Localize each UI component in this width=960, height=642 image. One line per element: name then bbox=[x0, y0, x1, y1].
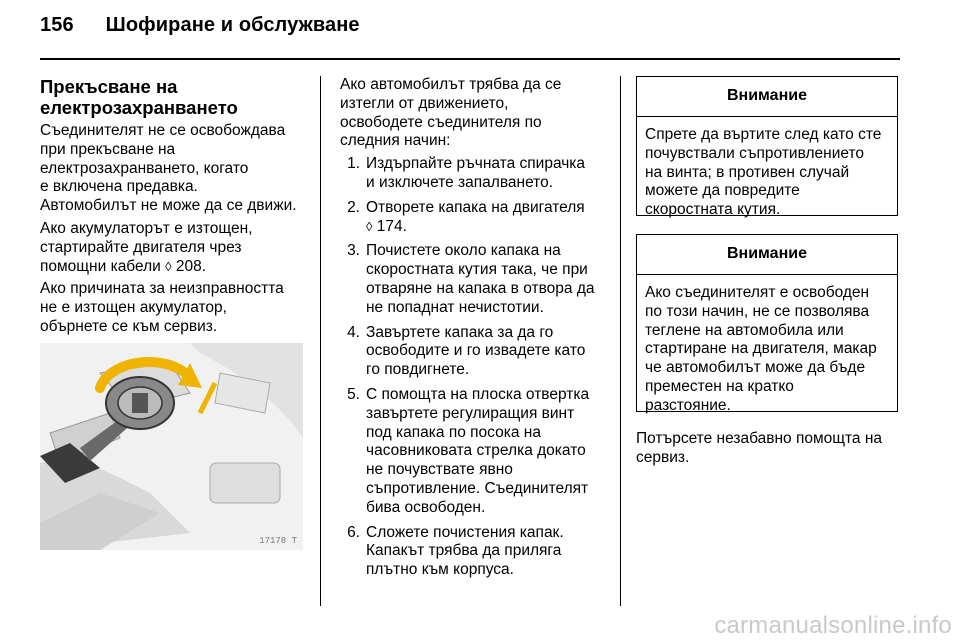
reference-arrow-icon: ◊ bbox=[366, 218, 373, 234]
page-reference: 174. bbox=[376, 217, 407, 235]
warning-box bbox=[636, 76, 898, 219]
instruction-step bbox=[340, 386, 608, 518]
clutch-release-illustration bbox=[40, 343, 303, 550]
paragraph-1: Съединителят не се освобождава при прекъсване на електрозахранването, когато е включена предавка. Автомобилът не може да се движи. bbox=[40, 122, 297, 215]
instruction-step bbox=[340, 524, 608, 580]
reference-arrow-icon: ◊ bbox=[165, 258, 172, 274]
instruction-step bbox=[340, 242, 608, 317]
step-text: Завъртете капака за да го освободите и го извадете като го повдигнете. bbox=[366, 323, 586, 379]
left-column bbox=[40, 76, 315, 341]
warning-text: Ако съединителят е освободен по този начин, не се позволява теглене на автомобила или стартиране на двигателя, макар че автомобилът може да бъде преместен на кратко разстояние. bbox=[645, 284, 877, 414]
step-text: Почистете около капака на скоростната кутия така, че при отваряне на капака в отвора да не попаднат нечистотии. bbox=[366, 242, 595, 316]
step-number: 1. bbox=[347, 155, 360, 173]
paragraph-2: Ако акумулаторът е изтощен, стартирайте двигателя чрез помощни кабели ◊ 208. bbox=[40, 219, 253, 275]
page-reference: 208. bbox=[175, 257, 207, 275]
column-divider bbox=[620, 76, 621, 606]
step-number: 4. bbox=[347, 323, 360, 341]
instruction-steps bbox=[340, 155, 608, 580]
right-column bbox=[636, 76, 898, 468]
page-header bbox=[40, 14, 360, 37]
step-text: Отворете капака на двигателя ◊ 174. bbox=[366, 198, 585, 235]
closing-paragraph: Потърсете незабавно помощта на сервиз. bbox=[636, 430, 883, 466]
instruction-step bbox=[340, 155, 608, 193]
warning-title: Внимание bbox=[637, 77, 897, 117]
warning-text: Спрете да въртите след като сте почувствали съпротивлението на винта; в противен случай можете да повредите скоростната кутия. bbox=[645, 126, 882, 219]
step-text: Сложете почистения капак. Капакът трябва да приляга плътно към корпуса. bbox=[366, 523, 564, 579]
column-divider bbox=[320, 76, 321, 606]
instruction-step bbox=[340, 199, 608, 237]
warning-title: Внимание bbox=[637, 235, 897, 275]
instruction-step bbox=[340, 324, 608, 380]
image-code: 17178 T bbox=[259, 536, 297, 546]
page-number: 156 bbox=[40, 14, 74, 36]
watermark: carmanualsonline.info bbox=[714, 612, 952, 639]
instructions-intro: Ако автомобилът трябва да се изтегли от движението, освободете съединителя по следния начин: bbox=[340, 76, 562, 150]
step-number: 2. bbox=[347, 198, 360, 216]
page-title: Шофиране и обслужване bbox=[105, 14, 360, 36]
header-rule bbox=[40, 58, 900, 60]
section-heading: Прекъсване на електрозахранването bbox=[40, 76, 238, 118]
illustration-drawing bbox=[40, 343, 303, 550]
step-number: 6. bbox=[347, 523, 360, 541]
paragraph-3: Ако причината за неизправността не е изтощен акумулатор, обърнете се към сервиз. bbox=[40, 280, 284, 335]
step-text: С помощта на плоска отвертка завъртете регулиращия винт под капака по посока на часовниковата стрелка докато не почувствате явно съпротивление. Съединителят бива освободен. bbox=[366, 385, 590, 516]
step-number: 3. bbox=[347, 242, 360, 260]
warning-box bbox=[636, 234, 898, 412]
step-number: 5. bbox=[347, 385, 360, 403]
middle-column bbox=[340, 76, 608, 586]
step-text: Издърпайте ръчната спирачка и изключете запалването. bbox=[366, 155, 586, 191]
